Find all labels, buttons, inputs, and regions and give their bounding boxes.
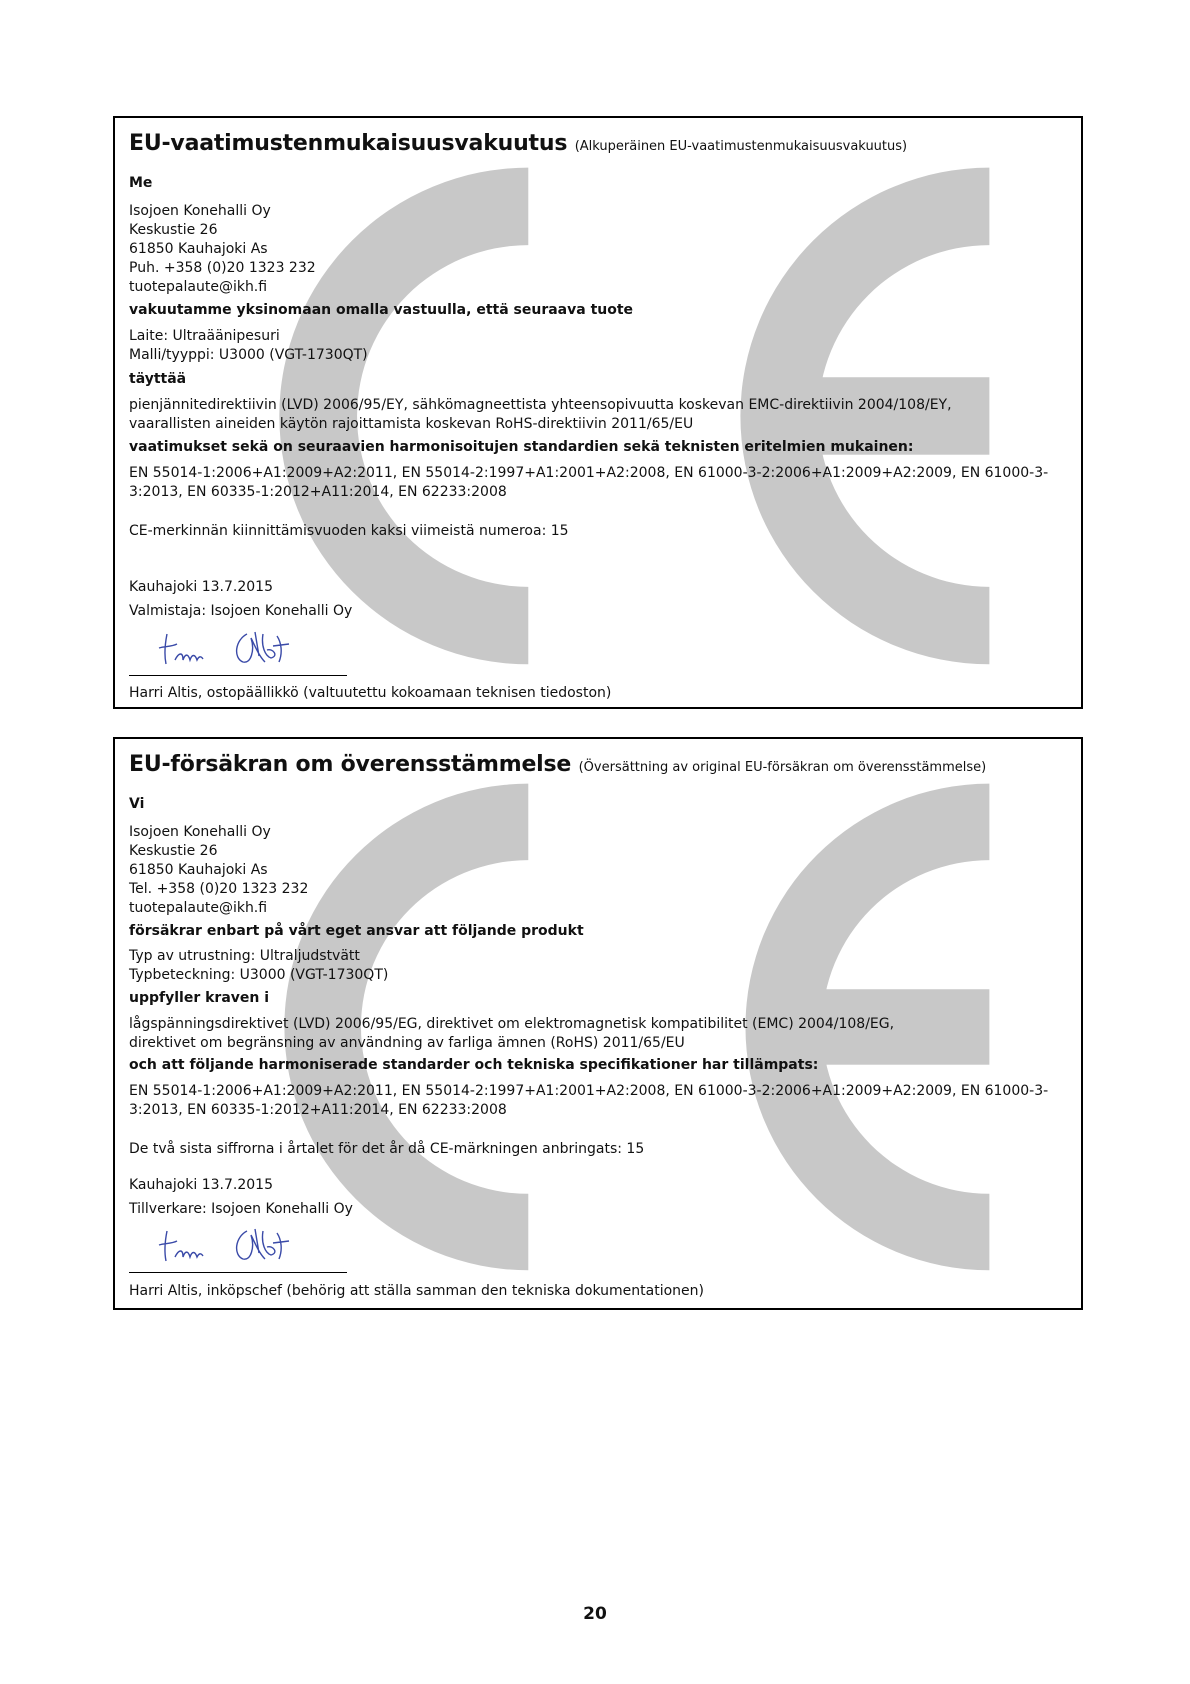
model-type: Malli/tyyppi: U3000 (VGT-1730QT) — [129, 347, 368, 363]
we-label: Me — [129, 175, 153, 191]
declaration-statement: vakuutamme yksinomaan omalla vastuulla, että seuraava tuote — [129, 302, 634, 318]
street-address: Keskustie 26 — [129, 222, 218, 238]
page-number: 20 — [583, 1604, 607, 1624]
declaration-finnish — [113, 116, 1083, 709]
directives-line-1: lågspänningsdirektivet (LVD) 2006/95/EG, direktivet om elektromagnetisk kompatibilitet (EMC) 2004/108/EG, — [129, 1016, 895, 1032]
declaration-statement: försäkrar enbart på vårt eget ansvar att följande produkt — [129, 923, 584, 939]
standards-line-2: 3:2013, EN 60335-1:2012+A11:2014, EN 62233:2008 — [129, 484, 507, 500]
ce-year-statement: De två sista siffrorna i årtalet för det år då CE-märkningen anbringats: 15 — [129, 1141, 645, 1157]
company-name: Isojoen Konehalli Oy — [129, 203, 271, 219]
directives-line-2: direktivet om begränsning av användning av farliga ämnen (RoHS) 2011/65/EU — [129, 1035, 685, 1051]
signature-line — [129, 1272, 347, 1273]
signer-name-title: Harri Altis, inköpschef (behörig att ställa samman den tekniska dokumentationen) — [129, 1283, 704, 1299]
phone-number: Puh. +358 (0)20 1323 232 — [129, 260, 316, 276]
signature-image — [155, 1223, 305, 1265]
postal-city: 61850 Kauhajoki As — [129, 862, 268, 878]
fulfils-label: uppfyller kraven i — [129, 990, 270, 1006]
standards-line-2: 3:2013, EN 60335-1:2012+A11:2014, EN 62233:2008 — [129, 1102, 507, 1118]
ce-year-statement: CE-merkinnän kiinnittämisvuoden kaksi viimeistä numeroa: 15 — [129, 523, 569, 539]
manufacturer: Valmistaja: Isojoen Konehalli Oy — [129, 603, 353, 619]
postal-city: 61850 Kauhajoki As — [129, 241, 268, 257]
manufacturer: Tillverkare: Isojoen Konehalli Oy — [129, 1201, 353, 1217]
declaration-subtitle: (Alkuperäinen EU-vaatimustenmukaisuusvakuutus) — [574, 139, 908, 154]
email-address: tuotepalaute@ikh.fi — [129, 279, 268, 295]
signature-image — [155, 626, 305, 668]
standards-line-1: EN 55014-1:2006+A1:2009+A2:2011, EN 55014-2:1997+A1:2001+A2:2008, EN 61000-3-2:2006+A1:2009+A2:2009, EN 61000-3- — [129, 1083, 1049, 1099]
place-date: Kauhajoki 13.7.2015 — [129, 579, 273, 595]
place-date: Kauhajoki 13.7.2015 — [129, 1177, 273, 1193]
declaration-title: EU-vaatimustenmukaisuusvakuutus (Alkuperäinen EU-vaatimustenmukaisuusvakuutus) — [129, 131, 908, 156]
standards-line-1: EN 55014-1:2006+A1:2009+A2:2011, EN 55014-2:1997+A1:2001+A2:2008, EN 61000-3-2:2006+A1:2009+A2:2009, EN 61000-3- — [129, 465, 1049, 481]
device-name: Laite: Ultraäänipesuri — [129, 328, 280, 344]
declaration-swedish — [113, 737, 1083, 1310]
declaration-subtitle: (Översättning av original EU-försäkran om överensstämmelse) — [578, 760, 987, 775]
device-name: Typ av utrustning: Ultraljudstvätt — [129, 948, 360, 964]
email-address: tuotepalaute@ikh.fi — [129, 900, 268, 916]
directives-line-2: vaarallisten aineiden käytön rajoittamista koskevan RoHS-direktiivin 2011/65/EU — [129, 416, 694, 432]
model-type: Typbeteckning: U3000 (VGT-1730QT) — [129, 967, 389, 983]
standards-intro: och att följande harmoniserade standarder och tekniska specifikationer har tillämpats: — [129, 1057, 819, 1073]
declaration-title: EU-försäkran om överensstämmelse (Översättning av original EU-försäkran om överensstämmelse) — [129, 752, 987, 777]
street-address: Keskustie 26 — [129, 843, 218, 859]
company-name: Isojoen Konehalli Oy — [129, 824, 271, 840]
standards-intro: vaatimukset sekä on seuraavien harmonisoitujen standardien sekä teknisten eritelmien mukainen: — [129, 439, 914, 455]
phone-number: Tel. +358 (0)20 1323 232 — [129, 881, 309, 897]
signature-line — [129, 675, 347, 676]
directives-line-1: pienjännitedirektiivin (LVD) 2006/95/EY, sähkömagneettista yhteensopivuutta koskevan EMC-direktiivin 2004/108/EY, — [129, 397, 952, 413]
signer-name-title: Harri Altis, ostopäällikkö (valtuutettu kokoamaan teknisen tiedoston) — [129, 685, 612, 701]
fulfils-label: täyttää — [129, 371, 187, 387]
we-label: Vi — [129, 796, 145, 812]
